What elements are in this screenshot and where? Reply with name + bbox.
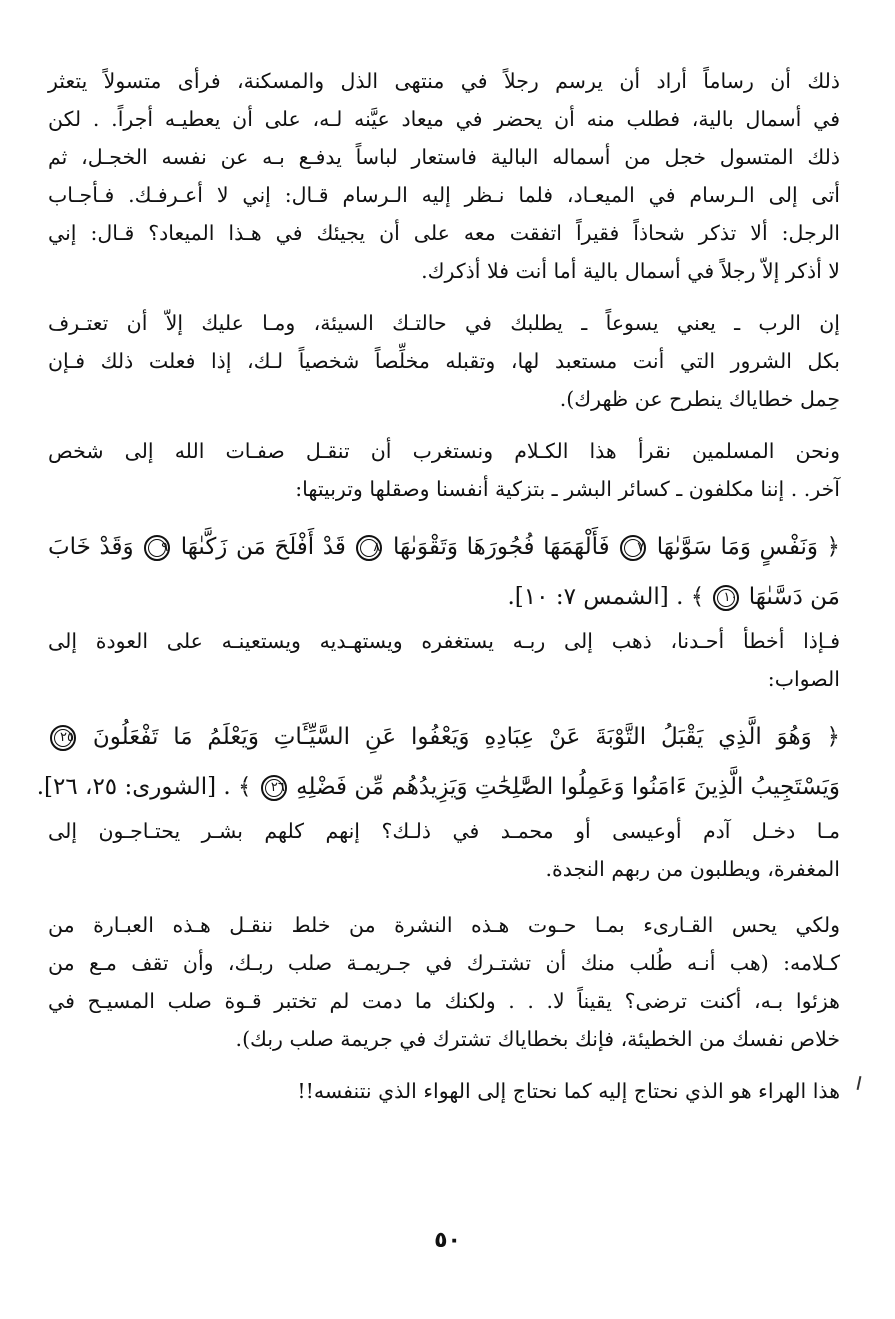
ayah-number-mark: ٧	[620, 535, 646, 561]
text-line: بكل الشرور التي أنت مستعبد لها، وتقبله مخلِّصاً شخصياً لـك، إذا فعلت ذلك فـإن	[48, 349, 840, 373]
quran-quote-ash-shura	[36, 712, 841, 812]
text-line: هذا الهراء هو الذي نحتاج إليه كما نحتاج إلى الهواء الذي نتنفسه!!	[297, 1079, 840, 1103]
quran-line	[48, 572, 840, 622]
paragraph-gap	[48, 888, 840, 906]
paragraph-gap	[48, 508, 840, 522]
ayah-number-mark: ٢٥	[50, 725, 76, 751]
text-line: خلاص نفسك من الخطيئة، فإنك بخطاياك تشترك في جريمة صلب ربك).	[235, 1027, 840, 1051]
text-line: إن الرب ـ يعني يسوعاً ـ يطلبك في حالتـك السيئة، ومـا عليك إلاّ أن تعتـرف	[48, 311, 840, 335]
page-number: ٥٠	[434, 1228, 461, 1253]
quran-line	[48, 712, 840, 762]
quran-text: فَأَلْهَمَهَا فُجُورَهَا وَتَقْوَىٰهَا	[392, 534, 610, 560]
quran-text: ﴿ وَنَفْسٍ وَمَا سَوَّىٰهَا	[656, 534, 841, 560]
ayah-number-mark: ٨	[356, 535, 382, 561]
text-line: لا أذكر إلاّ رجلاً في أسمال بالية أما أنت فلا أذكرك.	[421, 259, 840, 283]
text-line: الصواب:	[767, 667, 840, 691]
quran-reference: ﴾ . [الشمس ٧: ١٠].	[507, 584, 705, 610]
text-line: الرجل: ألا تذكر شحاذاً فقيراً اتفقت معه على أن يجيئك في هـذا الميعاد؟ قـال: إني	[48, 221, 840, 245]
text-line: ولكي يحس القـارىء بمـا حـوت هـذه النشرة من خلط ننقـل هـذه العبـارة من	[48, 913, 840, 937]
text-line: مـا دخـل آدم أوعيسى أو محمـد في ذلـك؟ إنهم كلهم بشـر يحتـاجـون إلى	[48, 819, 840, 843]
paragraph-pamphlet-quote	[48, 906, 840, 1058]
quran-text: وَقَدْ خَابَ	[48, 534, 134, 560]
quran-line	[48, 522, 840, 572]
text-line: المغفرة، ويطلبون من ربهم النجدة.	[545, 857, 840, 881]
text-line: ذلك أن رساماً أراد أن يرسم رجلاً في منتهى الذل والمسكنة، فرأى متسولاً يتعثر	[48, 69, 840, 93]
text-line: أتى إلى الـرسام في الميعـاد، فلما نـظر إليه الـرسام قـال: إني لا أعـرفـك. فـأجـاب	[48, 183, 840, 207]
paragraph-muslims	[48, 432, 840, 508]
ayah-number-mark: ١٠	[713, 585, 739, 611]
paragraph-closing	[48, 1072, 840, 1110]
paragraph-gap	[48, 418, 840, 432]
text-line: فـإذا أخطأ أحـدنا، ذهب إلى ربـه يستغفره ويستهـديه ويستعينـه على العودة إلى	[48, 629, 840, 653]
quran-quote-ash-shams	[48, 522, 840, 622]
ayah-number-mark: ٩	[144, 535, 170, 561]
quran-text: قَدْ أَفْلَحَ مَن زَكَّىٰهَا	[180, 534, 346, 560]
paragraph-lord-quote	[48, 304, 840, 418]
paragraph-painter-story	[48, 62, 840, 290]
text-line: هزئوا بـه، أكنت ترضى؟ يقيناً لا. . . ولكنك ما دمت لم تختبر قـوة صلب المسيـح في	[48, 989, 840, 1013]
paragraph-gap	[48, 290, 840, 304]
text-line: آخر. . إننا مكلفون ـ كسائر البشر ـ بتزكية أنفسنا وصقلها وتربيتها:	[295, 477, 840, 501]
text-line: ونحن المسلمين نقرأ هذا الكـلام ونستغرب أن تنقـل صفـات الله إلى شخص	[48, 439, 840, 463]
paragraph-repentance	[48, 622, 840, 698]
margin-mark	[857, 1076, 862, 1090]
page-body	[36, 62, 841, 1110]
ayah-number-mark: ٢٦	[261, 775, 287, 801]
quran-line	[36, 762, 840, 812]
quran-text: مَن دَسَّىٰهَا	[748, 584, 840, 610]
quran-text: وَيَسْتَجِيبُ الَّذِينَ ءَامَنُوا وَعَمِلُوا الصَّٰلِحَٰتِ وَيَزِيدُهُم مِّن فَضْلِهِ	[296, 774, 840, 800]
text-line: ذلك المتسول خجل من أسماله البالية فاستعار لباساً يدفـع بـه عن نفسه الخجـل، ثم	[48, 145, 840, 169]
paragraph-gap	[48, 698, 840, 712]
text-line: في أسمال بالية، فطلب منه أن يحضر في ميعاد عيَّنه لـه، على أن يعطيـه أجراً. . لكن	[48, 107, 840, 131]
quran-text: ﴿ وَهُوَ الَّذِي يَقْبَلُ التَّوْبَةَ عَنْ عِبَادِهِ وَيَعْفُوا عَنِ السَّيِّـَٔاتِ وَيَعْلَمُ مَا تَفْعَلُونَ	[92, 724, 841, 750]
paragraph-gap	[48, 1058, 840, 1072]
text-line: كـلامه: (هب أنـه طُلب منك أن تشتـرك في جـريمـة صلب ربـك، وأن تقف مـع من	[48, 951, 840, 975]
text-line: حِمل خطاياك ينطرح عن ظهرك).	[559, 387, 840, 411]
paragraph-adam-jesus-muhammad	[48, 812, 840, 888]
quran-reference: ﴾ . [الشورى: ٢٥، ٢٦].	[36, 774, 252, 800]
